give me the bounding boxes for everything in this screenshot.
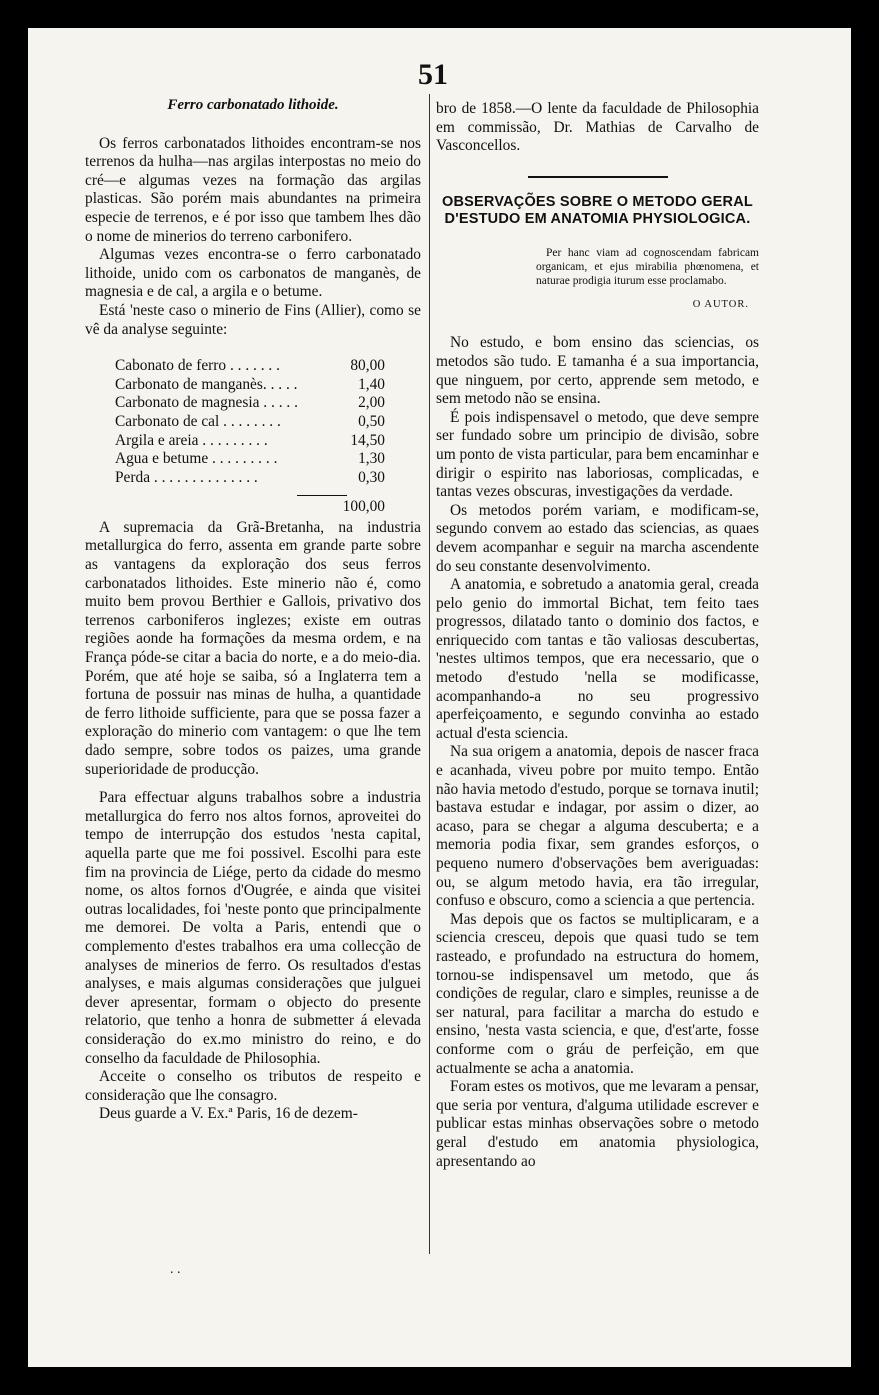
table-label: Carbonato de cal . . . . . . . . xyxy=(115,412,281,430)
table-value: 0,50 xyxy=(358,412,385,430)
paragraph: Para effectuar alguns trabalhos sobre a industria metallurgica do ferro nos altos fornos, aproveitei do tempo de interrupção dos estudos 'nesta capital, aquella parte que me foi possivel. Escolhi para este fim na provincia de Liége, perto da cidade do mesmo nome, os altos fornos d'Ougrée, e ainda que visitei outras localidades, foi 'neste ponto que principalmente me demorei. De volta a Paris, entendi que o complemento d'estes trabalhos era uma collecção de analyses de minerios de ferro. Os resultados d'estas analyses, e mais algumas considerações que julguei dever apresentar, formam o objecto do presente relatorio, que tenho a honra de submetter á elevada consideração do ex.mo ministro do reino, e do conselho da faculdade de Philosophia. xyxy=(85,789,421,1067)
article-title: OBSERVAÇÕES SOBRE O METODO GERAL D'ESTUDO EM ANATOMIA PHYSIOLOGICA. xyxy=(442,193,753,227)
page-number: 51 xyxy=(418,58,448,91)
paragraph: Na sua origem a anatomia, depois de nascer fraca e acanhada, viveu pobre por muito tempo. Então não havia metodo d'estudo, porque se tornava inutil; bastava estudar e indagar, por assim o dizer, ao acaso, para se chegar a alguma descuberta; e a memoria podia fixar, sem grandes esforços, o pequeno numero d'observações bem averiguadas: ou, se algum metodo havia, era tão irregular, confuso e obscuro, como a sciencia a que pertencia. xyxy=(436,743,759,910)
table-label: Agua e betume . . . . . . . . . xyxy=(115,450,278,468)
column-divider xyxy=(429,94,430,1254)
table-row xyxy=(115,469,385,488)
epigraph xyxy=(536,246,759,288)
paragraph: bro de 1858.—O lente da faculdade de Philosophia em commissão, Dr. Mathias de Carvalho de Vasconcellos. xyxy=(436,100,759,155)
paragraph: Foram estes os motivos, que me levaram a pensar, que seria por ventura, d'alguma utilidade escrever e publicar estas minhas observações sobre o metodo geral d'estudo em anatomia physiologica, apresentando ao xyxy=(436,1078,759,1170)
table-row xyxy=(115,376,385,395)
page-dots: . . xyxy=(170,1262,181,1277)
right-column xyxy=(436,100,759,1171)
analysis-table xyxy=(115,357,385,487)
table-value: 1,30 xyxy=(358,450,385,468)
paragraph: Algumas vezes encontra-se o ferro carbonatado lithoide, unido com os carbonatos de manganès, de magnesia e de cal, a argila e o betume. xyxy=(85,246,421,301)
table-label: Argila e areia . . . . . . . . . xyxy=(115,431,268,449)
paragraph: Os metodos porém variam, e modificam-se, segundo convem ao estado das sciencias, as quaes devem acompanhar e seguir na marcha ascendente do seu constante desenvolvimento. xyxy=(436,501,759,575)
table-value: 14,50 xyxy=(350,431,385,449)
section-heading: Ferro carbonatado lithoide. xyxy=(167,97,339,113)
paragraph: Deus guarde a V. Ex.ª Paris, 16 de dezem- xyxy=(99,1105,358,1123)
left-column xyxy=(85,92,421,1124)
paragraph: Mas depois que os factos se multiplicaram, e a sciencia cresceu, depois que quasi tudo se tem rasteado, e profundado na estructura do homem, tornou-se indispensavel um metodo, que ás condições de regular, claro e simples, reunisse a de ser natural, para facilitar a marcha do estudo e ensino, 'nesta vasta sciencia, e que, d'est'arte, fosse conforme com o gráu de perfeição, em que actualmente se acha a anatomia. xyxy=(436,910,759,1077)
paragraph: É pois indispensavel o metodo, que deve sempre ser fundado sobre um principio de divisão, sobre um ponto de vista particular, para bem encaminhar e dirigir o espirito nas laboriosas, complicadas, e tantas vezes obscuras, investigações da verdade. xyxy=(436,408,759,501)
table-label: Cabonato de ferro . . . . . . . xyxy=(115,357,280,375)
table-row xyxy=(115,432,385,451)
paragraph-gap xyxy=(85,779,421,789)
table-label: Carbonato de magnesia . . . . . xyxy=(115,394,298,412)
table-label: Perda . . . . . . . . . . . . . . xyxy=(115,468,258,486)
paragraph: No estudo, e bom ensino das sciencias, os metodos são tudo. E tamanha é a sua importancia, que ninguem, por certo, apprende sem metodo, e sem metodo não se ensina. xyxy=(436,334,759,408)
paragraph: A anatomia, e sobretudo a anatomia geral, creada pelo genio do immortal Bichat, tem feito taes progressos, dilatado tanto o dominio dos factos, e enriquecido com tantas e tão valiosas descubertas, 'nestes ultimos tempos, que era necessario, que o metodo d'estudo 'nella se modificasse, acompanhando-a no seu progressivo aperfeiçoamento, e segundo convinha ao estado actual d'esta sciencia. xyxy=(436,576,759,742)
table-row xyxy=(115,357,385,376)
paragraph: Está 'neste caso o minerio de Fins (Allier), como se vê da analyse seguinte: xyxy=(85,301,421,338)
table-label: Carbonato de manganès. . . . . xyxy=(115,375,298,393)
table-row xyxy=(115,450,385,469)
table-value: 80,00 xyxy=(350,357,385,375)
table-total: 100,00 xyxy=(342,498,385,516)
table-value: 2,00 xyxy=(358,394,385,412)
paragraph: A supremacia da Grã-Bretanha, na industria metallurgica do ferro, assenta em grande parte sobre as vantagens da exploração dos seus ferros carbonatados lithoides. Este minerio não é, como muito bem provou Berthier e Gallois, privativo dos terrenos carboniferos inglezes; existe em outras regiões aonde ha formações da mesma ordem, e na França póde-se citar a bacia do norte, e a do meio-dia. Porém, que até hoje se saiba, só a Inglaterra tem a fortuna de possuir nas minas de hulha, a quantidade de ferro lithoide sufficiente, para que se possa fazer a exploração do minerio com vantagem: o que lhe tem dado sempre, sobre todos os paizes, uma grande superioridade de producção. xyxy=(85,518,421,778)
paragraph: Acceite o conselho os tributos de respeito e consideração que lhe consagro. xyxy=(85,1068,421,1104)
epigraph-author: O AUTOR. xyxy=(692,298,749,310)
table-value: 1,40 xyxy=(358,375,385,393)
table-value: 0,30 xyxy=(358,468,385,486)
paragraph: Os ferros carbonatados lithoides encontram-se nos terrenos da hulha—nas argilas interpostas no meio do cré—e algumas vezes na formação das argilas plasticas. São porém mais abundantes na primeira especie de terrenos, e é por isso que tambem lhes dão o nome de minerios do terreno carbonifero. xyxy=(85,134,421,245)
table-total-rule xyxy=(297,495,347,496)
ornamental-rule xyxy=(528,176,668,178)
epigraph-text: Per hanc viam ad cognoscendam fabricam organicam, et ejus mirabilia phœnomena, et naturae prodigia iturum esse proclamabo. xyxy=(536,246,759,287)
table-row xyxy=(115,413,385,432)
table-row xyxy=(115,394,385,413)
